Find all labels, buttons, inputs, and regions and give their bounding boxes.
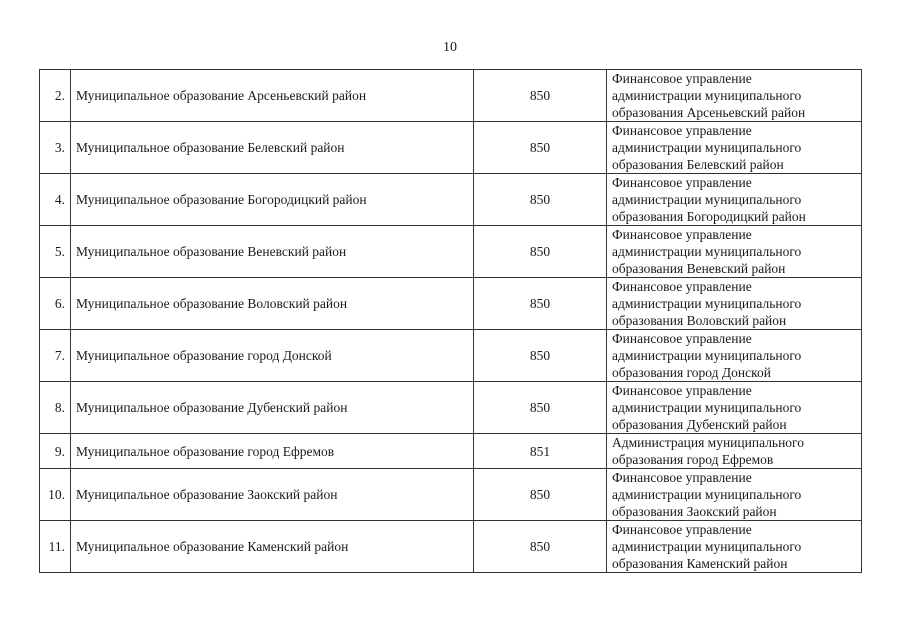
row-number: 3. xyxy=(40,122,71,174)
municipality-name: Муниципальное образование Дубенский район xyxy=(71,382,474,434)
administrator-name xyxy=(607,122,862,174)
administrator-line: образования Арсеньевский район xyxy=(612,105,806,120)
budget-code: 850 xyxy=(474,330,607,382)
row-number: 9. xyxy=(40,434,71,469)
row-number: 4. xyxy=(40,174,71,226)
budget-code: 850 xyxy=(474,226,607,278)
municipality-name: Муниципальное образование Богородицкий район xyxy=(71,174,474,226)
row-number: 11. xyxy=(40,521,71,573)
budget-code: 850 xyxy=(474,382,607,434)
municipality-name: Муниципальное образование Веневский район xyxy=(71,226,474,278)
table-row xyxy=(40,434,862,469)
administrator-name xyxy=(607,521,862,573)
budget-code: 850 xyxy=(474,70,607,122)
administrator-line: администрации муниципального xyxy=(612,140,802,155)
administrator-line: образования Веневский район xyxy=(612,261,786,276)
budget-code: 850 xyxy=(474,174,607,226)
table-row xyxy=(40,521,862,573)
administrator-line: администрации муниципального xyxy=(612,539,802,554)
administrator-line: Финансовое управление xyxy=(612,175,752,190)
administrator-line: администрации муниципального xyxy=(612,88,802,103)
table-row xyxy=(40,122,862,174)
row-number: 10. xyxy=(40,469,71,521)
table-row xyxy=(40,174,862,226)
table-row xyxy=(40,330,862,382)
administrator-line: Финансовое управление xyxy=(612,71,752,86)
administrator-line: Финансовое управление xyxy=(612,383,752,398)
administrator-line: образования Богородицкий район xyxy=(612,209,806,224)
administrator-line: администрации муниципального xyxy=(612,400,802,415)
budget-code: 850 xyxy=(474,521,607,573)
table-row xyxy=(40,70,862,122)
municipality-name: Муниципальное образование город Ефремов xyxy=(71,434,474,469)
municipality-name: Муниципальное образование Белевский район xyxy=(71,122,474,174)
table-row xyxy=(40,278,862,330)
administrator-line: образования Белевский район xyxy=(612,157,784,172)
budget-code: 851 xyxy=(474,434,607,469)
administrator-name xyxy=(607,226,862,278)
row-number: 2. xyxy=(40,70,71,122)
municipality-name: Муниципальное образование Воловский район xyxy=(71,278,474,330)
table-row xyxy=(40,226,862,278)
administrator-line: Финансовое управление xyxy=(612,227,752,242)
administrator-line: Финансовое управление xyxy=(612,522,752,537)
municipal-registry-table xyxy=(39,69,862,573)
administrator-line: Финансовое управление xyxy=(612,470,752,485)
administrator-name xyxy=(607,469,862,521)
municipality-name: Муниципальное образование Заокский район xyxy=(71,469,474,521)
administrator-name xyxy=(607,278,862,330)
budget-code: 850 xyxy=(474,469,607,521)
row-number: 7. xyxy=(40,330,71,382)
administrator-name xyxy=(607,70,862,122)
municipality-name: Муниципальное образование Каменский район xyxy=(71,521,474,573)
administrator-name xyxy=(607,434,862,469)
administrator-line: администрации муниципального xyxy=(612,192,802,207)
administrator-line: администрации муниципального xyxy=(612,296,802,311)
administrator-name xyxy=(607,330,862,382)
administrator-line: Финансовое управление xyxy=(612,123,752,138)
administrator-line: образования город Донской xyxy=(612,365,771,380)
administrator-line: образования Заокский район xyxy=(612,504,777,519)
administrator-line: администрации муниципального xyxy=(612,244,802,259)
table-row xyxy=(40,469,862,521)
municipality-name: Муниципальное образование город Донской xyxy=(71,330,474,382)
administrator-line: образования город Ефремов xyxy=(612,452,774,467)
row-number: 5. xyxy=(40,226,71,278)
administrator-line: администрации муниципального xyxy=(612,487,802,502)
administrator-line: Финансовое управление xyxy=(612,279,752,294)
budget-code: 850 xyxy=(474,122,607,174)
administrator-line: Финансовое управление xyxy=(612,331,752,346)
municipality-name: Муниципальное образование Арсеньевский район xyxy=(71,70,474,122)
row-number: 8. xyxy=(40,382,71,434)
administrator-name xyxy=(607,382,862,434)
budget-code: 850 xyxy=(474,278,607,330)
administrator-line: образования Дубенский район xyxy=(612,417,787,432)
administrator-line: образования Воловский район xyxy=(612,313,787,328)
administrator-line: образования Каменский район xyxy=(612,556,788,571)
row-number: 6. xyxy=(40,278,71,330)
administrator-line: администрации муниципального xyxy=(612,348,802,363)
administrator-name xyxy=(607,174,862,226)
administrator-line: Администрация муниципального xyxy=(612,435,805,450)
table-row xyxy=(40,382,862,434)
page-number: 10 xyxy=(443,40,457,55)
